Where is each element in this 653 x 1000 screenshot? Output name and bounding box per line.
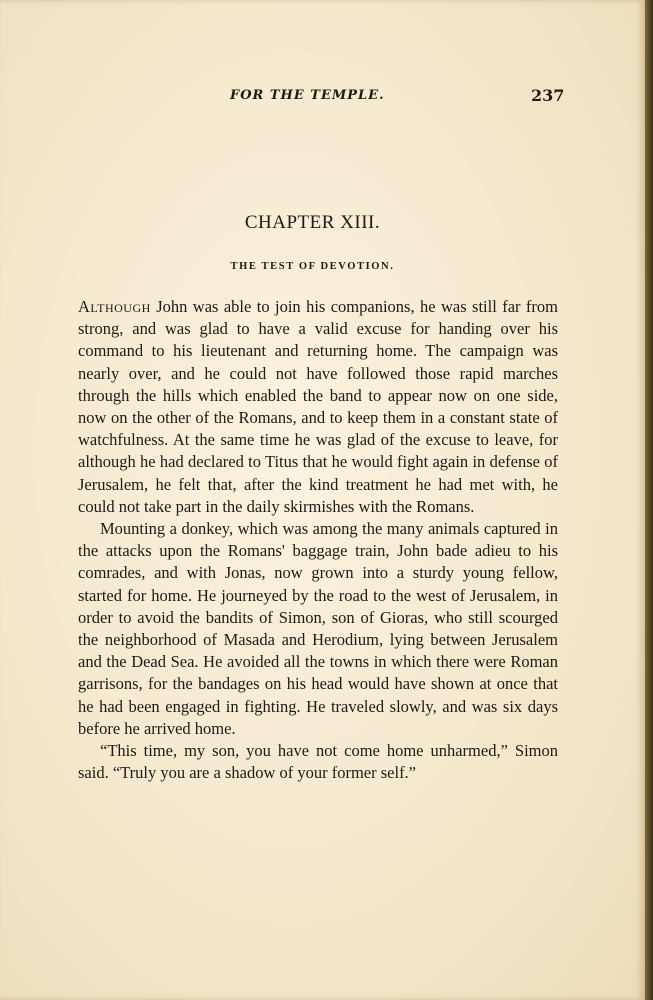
- chapter-body: [78, 296, 558, 784]
- paragraph-1: [78, 296, 558, 518]
- book-spine-edge: [645, 0, 653, 1000]
- chapter-subtitle: THE TEST OF DEVOTION.: [230, 261, 395, 272]
- paragraph-2: Mounting a donkey, which was among the many animals captured in the attacks upon the Romans' baggage train, John bade adieu to his comrades, and with Jonas, now grown into a sturdy young fellow, started for home. He journeyed by the road to the west of Jerusalem, in order to avoid the bandits of Simon, son of Gioras, who still scourged the neighborhood of Masada and Herodium, lying between Jerusalem and the Dead Sea. He avoided all the towns in which there were Roman garrisons, for the bandages on his head would have shown at once that he had been engaged in fighting. He traveled slowly, and was six days before he arrived home.: [78, 519, 558, 738]
- chapter-title: CHAPTER XIII.: [244, 212, 381, 233]
- paragraph-3: “This time, my son, you have not come home unharmed,” Simon said. “Truly you are a shadow of your former self.”: [78, 741, 558, 783]
- paragraph-text: John was able to join his companions, he was still far from strong, and was glad to have a valid excuse for handing over his command to his lieutenant and returning home. The campaign was nearly over, and he could not have followed those rapid marches through the hills which enabled the band to appear now on one side, now on the other of the Romans, and to keep them in a constant state of watchfulness. At the same time he was glad of the excuse to leave, for although he had declared to Titus that he would fight again in defense of Jerusalem, he felt that, after the kind treatment he had met with, he could not take part in the daily skirmishes with the Romans.: [78, 297, 558, 516]
- page-number: 237: [531, 86, 565, 105]
- paragraph-lead-in: Although: [78, 297, 151, 316]
- running-head-title: FOR THE TEMPLE.: [230, 88, 385, 103]
